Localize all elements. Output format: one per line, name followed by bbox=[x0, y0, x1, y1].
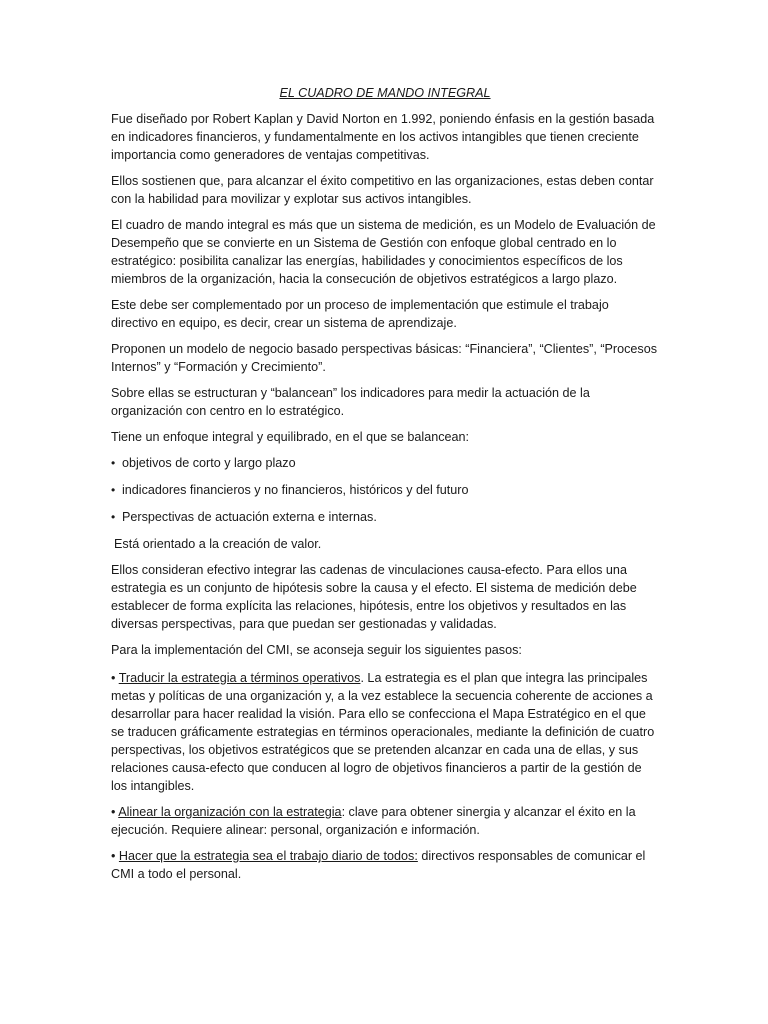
step-heading: Hacer que la estrategia sea el trabajo diario de todos: bbox=[118, 849, 418, 863]
paragraph-steps-intro: Para la implementación del CMI, se aconseja seguir los siguientes pasos: bbox=[111, 643, 522, 657]
document-title: EL CUADRO DE MANDO INTEGRAL bbox=[279, 86, 491, 100]
list-item-text: objetivos de corto y largo plazo bbox=[122, 456, 296, 470]
step-text: directivos responsables de comunicar el CMI a todo el personal. bbox=[111, 849, 646, 881]
paragraph-intro: Fue diseñado por Robert Kaplan y David Norton en 1.992, poniendo énfasis en la gestión basada en indicadores financieros, y fundamentalmente en los activos intangibles que tienen creciente importancia como generadores de ventajas competitivas. bbox=[111, 112, 655, 162]
step-text: : clave para obtener sinergia y alcanzar el éxito en la ejecución. Requiere alinear: personal, organización e información. bbox=[111, 805, 636, 837]
paragraph-value-creation: Está orientado a la creación de valor. bbox=[114, 537, 322, 551]
step-item-align bbox=[111, 803, 659, 839]
bullet-icon: • bbox=[111, 483, 116, 497]
step-text: . La estrategia es el plan que integra las principales metas y políticas de una organización y, a la vez establece la secuencia coherente de acciones a desarrollar para hacer realidad la visión. Para ello se confecciona el Mapa Estratégico en el que se traducen gráficamente estrategias en términos operacionales, mediante la definición de cuatro perspectivas, los objetivos estratégicos que se pretenden alcanzar en cada una de ellas, y sus relaciones causa-efecto que conducen al logro de objetivos financieros a partir de la gestión de los intangibles. bbox=[111, 671, 655, 793]
bullet-icon: • bbox=[111, 671, 116, 685]
paragraph-implementation: Este debe ser complementado por un proceso de implementación que estimule el trabajo directivo en equipo, es decir, crear un sistema de aprendizaje. bbox=[111, 298, 609, 330]
bullet-icon: • bbox=[111, 849, 116, 863]
paragraph-approach: Tiene un enfoque integral y equilibrado, en el que se balancean: bbox=[111, 430, 470, 444]
paragraph-perspectives: Proponen un modelo de negocio basado perspectivas básicas: “Financiera”, “Clientes”, “Procesos Internos” y “Formación y Crecimiento”. bbox=[111, 342, 658, 374]
paragraph-definition: El cuadro de mando integral es más que un sistema de medición, es un Modelo de Evaluación de Desempeño que se convierte en un Sistema de Gestión con enfoque global centrado en lo estratégico: posibilita canalizar las energías, habilidades y conocimientos específicos de los miembros de la organización, hacia la consecución de objetivos estratégicos a largo plazo. bbox=[111, 218, 656, 286]
paragraph-cause-effect: Ellos consideran efectivo integrar las cadenas de vinculaciones causa-efecto. Para ellos una estrategia es un conjunto de hipótesis sobre la causa y el efecto. El sistema de medición debe establecer de forma explícita las relaciones, hipótesis, entre los objetivos y resultados en las diversas perspectivas, para que puedan ser gestionadas y validadas. bbox=[111, 563, 637, 631]
list-item bbox=[111, 454, 659, 472]
step-heading: Traducir la estrategia a términos operativos bbox=[118, 671, 361, 685]
bullet-icon: • bbox=[111, 510, 116, 524]
bullet-icon: • bbox=[111, 456, 116, 470]
paragraph-authors-view: Ellos sostienen que, para alcanzar el éxito competitivo en las organizaciones, estas deben contar con la habilidad para movilizar y explotar sus activos intangibles. bbox=[111, 174, 654, 206]
document-page bbox=[111, 84, 659, 891]
bullet-icon: • bbox=[111, 805, 116, 819]
list-item bbox=[111, 508, 659, 526]
step-heading: Alinear la organización con la estrategia bbox=[118, 805, 342, 819]
list-item bbox=[111, 481, 659, 499]
paragraph-balance: Sobre ellas se estructuran y “balancean” los indicadores para medir la actuación de la organización con centro en lo estratégico. bbox=[111, 386, 590, 418]
step-item-daily-work bbox=[111, 847, 659, 883]
step-item-translate bbox=[111, 669, 659, 795]
list-item-text: indicadores financieros y no financieros, históricos y del futuro bbox=[122, 483, 469, 497]
list-item-text: Perspectivas de actuación externa e internas. bbox=[122, 510, 377, 524]
